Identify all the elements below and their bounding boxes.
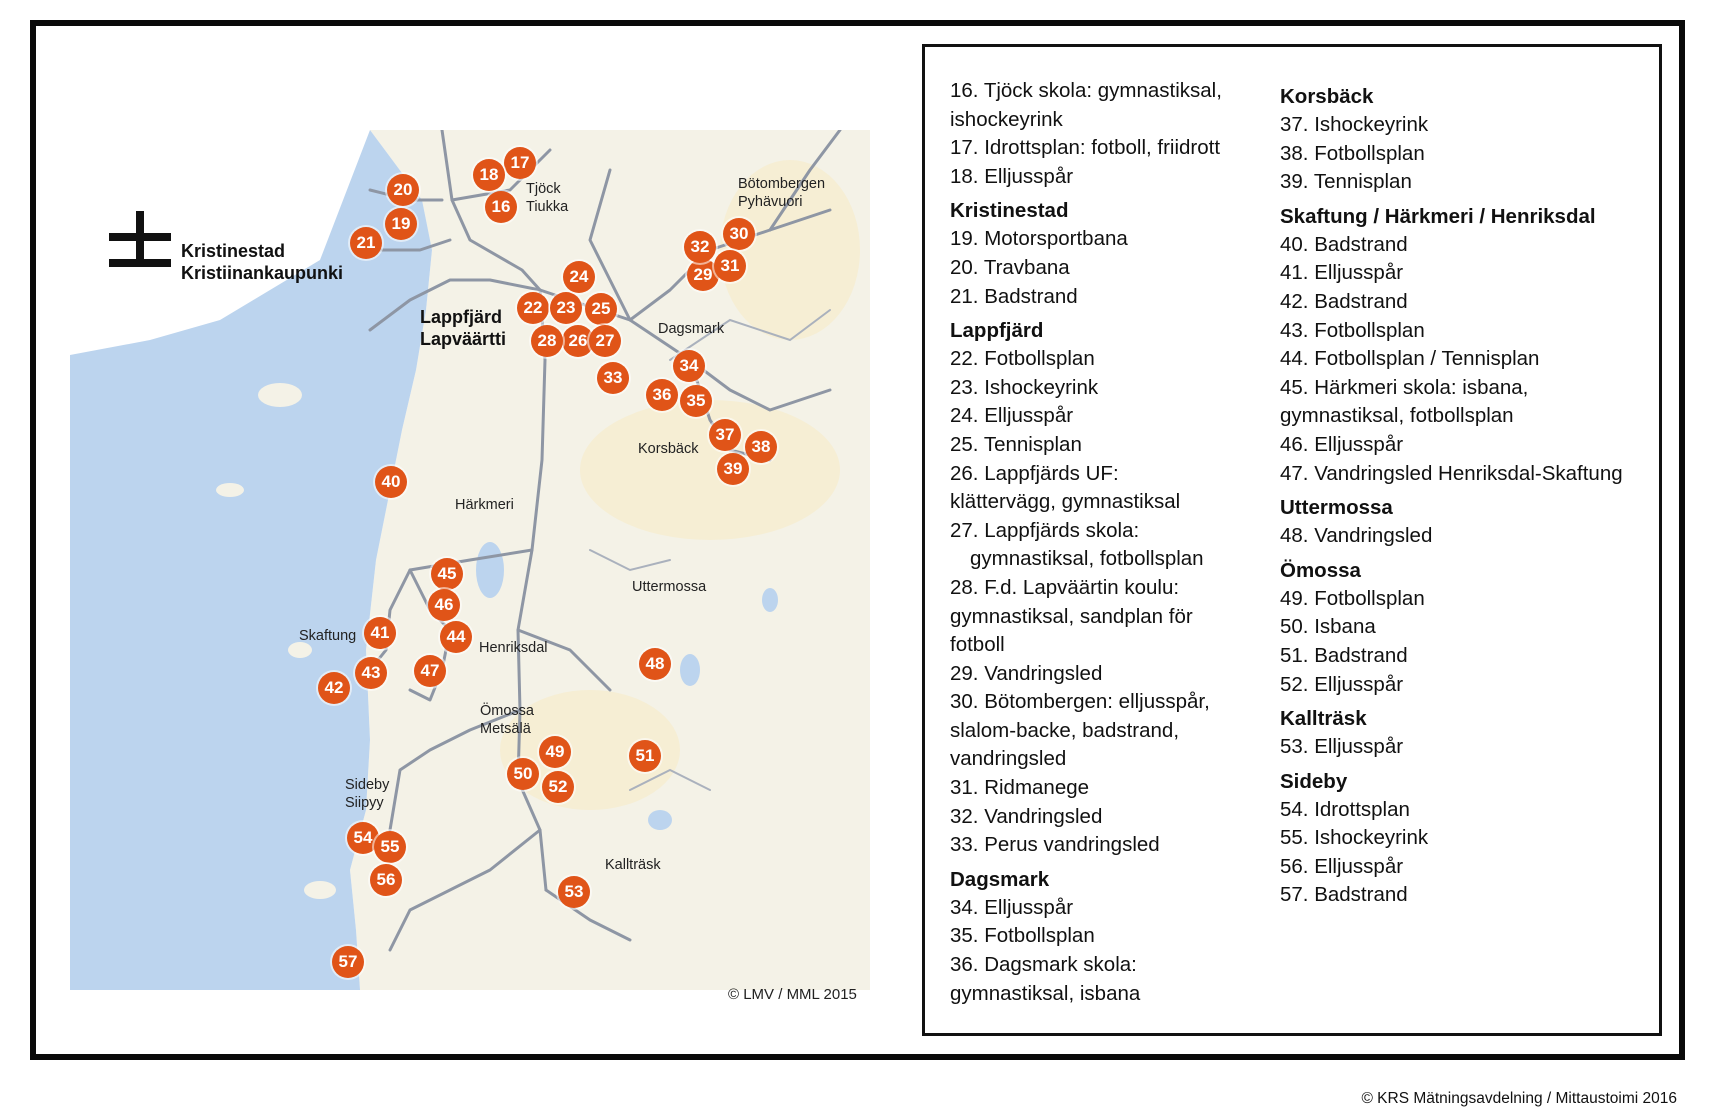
map-marker-46[interactable]: 46 bbox=[428, 589, 460, 621]
place-label-botombergen: Bötombergen Pyhävuori bbox=[738, 176, 826, 210]
legend-item: 48. Vandringsled bbox=[1280, 524, 1433, 548]
legend-section-heading: Kristinestad bbox=[950, 199, 1069, 223]
legend-item: 24. Elljusspår bbox=[950, 404, 1074, 428]
legend-item: 46. Elljusspår bbox=[1280, 432, 1404, 456]
place-label-henriksdal: Henriksdal bbox=[479, 640, 548, 656]
place-label-uttermossa: Uttermossa bbox=[632, 579, 707, 595]
map-marker-41[interactable]: 41 bbox=[364, 617, 396, 649]
legend-section-heading: Sideby bbox=[1280, 769, 1348, 793]
legend-column-right bbox=[1280, 77, 1660, 910]
legend-item: gymnastiksal, sandplan för bbox=[950, 604, 1193, 628]
legend-item: 17. Idrottsplan: fotboll, friidrott bbox=[950, 136, 1221, 160]
legend-item: 50. Isbana bbox=[1280, 615, 1376, 639]
legend-item: gymnastiksal, fotbollsplan bbox=[1280, 404, 1514, 428]
map-marker-34[interactable]: 34 bbox=[673, 350, 705, 382]
map-marker-36[interactable]: 36 bbox=[646, 379, 678, 411]
legend-item: 43. Fotbollsplan bbox=[1280, 318, 1425, 342]
map-marker-19[interactable]: 19 bbox=[385, 208, 417, 240]
map-marker-51[interactable]: 51 bbox=[629, 740, 661, 772]
north-arrow-icon bbox=[109, 211, 171, 295]
map-marker-54[interactable]: 54 bbox=[347, 822, 379, 854]
map-marker-45[interactable]: 45 bbox=[431, 558, 463, 590]
legend-item: 38. Fotbollsplan bbox=[1280, 141, 1425, 165]
map-marker-38[interactable]: 38 bbox=[745, 431, 777, 463]
legend-item: slalom-backe, badstrand, bbox=[950, 718, 1180, 742]
map-marker-39[interactable]: 39 bbox=[717, 453, 749, 485]
legend-panel bbox=[922, 44, 1662, 1036]
map-marker-49[interactable]: 49 bbox=[539, 736, 571, 768]
legend-item: fotboll bbox=[950, 633, 1005, 657]
place-label-dagsmark: Dagsmark bbox=[658, 321, 725, 337]
legend-item: 16. Tjöck skola: gymnastiksal, bbox=[950, 79, 1222, 102]
legend-item: 20. Travbana bbox=[950, 255, 1070, 279]
footer-copyright: © KRS Mätningsavdelning / Mittaustoimi 2016 bbox=[1361, 1090, 1677, 1107]
place-label-korsback: Korsbäck bbox=[638, 441, 699, 457]
map-marker-17[interactable]: 17 bbox=[504, 147, 536, 179]
legend-item: 26. Lappfjärds UF: bbox=[950, 461, 1119, 485]
map-marker-30[interactable]: 30 bbox=[723, 218, 755, 250]
map-marker-28[interactable]: 28 bbox=[531, 325, 563, 357]
legend-item: 22. Fotbollsplan bbox=[950, 347, 1095, 371]
map-marker-18[interactable]: 18 bbox=[473, 159, 505, 191]
map-marker-44[interactable]: 44 bbox=[440, 621, 472, 653]
map-marker-25[interactable]: 25 bbox=[585, 293, 617, 325]
legend-section-heading: Dagsmark bbox=[950, 867, 1050, 891]
map-marker-32[interactable]: 32 bbox=[684, 231, 716, 263]
map-marker-16[interactable]: 16 bbox=[485, 191, 517, 223]
legend-item: 31. Ridmanege bbox=[950, 776, 1090, 800]
map-marker-55[interactable]: 55 bbox=[374, 831, 406, 863]
legend-item: gymnastiksal, fotbollsplan bbox=[970, 547, 1204, 571]
map-title-line1: Kristinestad bbox=[181, 241, 286, 261]
legend-item: 37. Ishockeyrink bbox=[1280, 113, 1429, 136]
legend-item: 42. Badstrand bbox=[1280, 289, 1408, 313]
place-label-skaftung: Skaftung bbox=[299, 628, 357, 644]
place-label-harkmeri: Härkmeri bbox=[455, 497, 514, 513]
legend-item: 41. Elljusspår bbox=[1280, 261, 1404, 285]
legend-item: ishockeyrink bbox=[950, 107, 1063, 131]
legend-item: 18. Elljusspår bbox=[950, 164, 1074, 188]
legend-item: 28. F.d. Lapväärtin koulu: bbox=[950, 575, 1180, 599]
legend-section-heading: Ömossa bbox=[1280, 558, 1361, 582]
legend-item: 23. Ishockeyrink bbox=[950, 375, 1099, 399]
legend-item: 27. Lappfjärds skola: bbox=[950, 518, 1140, 542]
legend-item: 35. Fotbollsplan bbox=[950, 924, 1095, 948]
map-marker-27[interactable]: 27 bbox=[589, 325, 621, 357]
map-marker-37[interactable]: 37 bbox=[709, 419, 741, 451]
map-marker-52[interactable]: 52 bbox=[542, 771, 574, 803]
map-marker-43[interactable]: 43 bbox=[355, 657, 387, 689]
legend-column-left bbox=[950, 77, 1270, 1008]
map-marker-42[interactable]: 42 bbox=[318, 672, 350, 704]
legend-item: vandringsled bbox=[950, 747, 1067, 771]
legend-item: 39. Tennisplan bbox=[1280, 170, 1412, 194]
legend-section-heading: Lappfjärd bbox=[950, 319, 1044, 343]
legend-item: 32. Vandringsled bbox=[950, 804, 1103, 828]
legend-item: 47. Vandringsled Henriksdal-Skaftung bbox=[1280, 461, 1623, 485]
legend-section-heading: Korsbäck bbox=[1280, 85, 1374, 108]
map-marker-23[interactable]: 23 bbox=[550, 292, 582, 324]
map-copyright: © LMV / MML 2015 bbox=[728, 986, 857, 1003]
legend-item: 36. Dagsmark skola: bbox=[950, 953, 1137, 977]
map-marker-31[interactable]: 31 bbox=[714, 250, 746, 282]
legend-item: klättervägg, gymnastiksal bbox=[950, 490, 1181, 514]
legend-item: 29. Vandringsled bbox=[950, 661, 1103, 685]
map-marker-33[interactable]: 33 bbox=[597, 362, 629, 394]
map-marker-50[interactable]: 50 bbox=[507, 758, 539, 790]
map-marker-48[interactable]: 48 bbox=[639, 648, 671, 680]
legend-item: 55. Ishockeyrink bbox=[1280, 826, 1429, 850]
map-title-line2: Kristiinankaupunki bbox=[181, 263, 344, 283]
place-label-omossa: Ömossa Metsälä bbox=[480, 703, 534, 737]
legend-item: 52. Elljusspår bbox=[1280, 672, 1404, 696]
map-marker-21[interactable]: 21 bbox=[350, 227, 382, 259]
map-marker-22[interactable]: 22 bbox=[517, 292, 549, 324]
map-marker-26[interactable]: 26 bbox=[562, 325, 594, 357]
map-marker-40[interactable]: 40 bbox=[375, 466, 407, 498]
legend-section-heading: Uttermossa bbox=[1280, 496, 1393, 520]
legend-item: 57. Badstrand bbox=[1280, 883, 1408, 907]
map-marker-29[interactable]: 29 bbox=[687, 259, 719, 291]
legend-item: 34. Elljusspår bbox=[950, 895, 1074, 919]
legend-section-heading: Kallträsk bbox=[1280, 707, 1367, 731]
map-marker-47[interactable]: 47 bbox=[414, 655, 446, 687]
legend-item: 40. Badstrand bbox=[1280, 232, 1408, 256]
map-marker-57[interactable]: 57 bbox=[332, 946, 364, 978]
legend-section-heading: Skaftung / Härkmeri / Henriksdal bbox=[1280, 204, 1596, 228]
legend-item: 25. Tennisplan bbox=[950, 432, 1082, 456]
place-label-sideby: Sideby Siipyy bbox=[345, 777, 390, 811]
place-label-tjock: Tjöck Tiukka bbox=[526, 181, 569, 215]
map-marker-20[interactable]: 20 bbox=[387, 174, 419, 206]
map-marker-56[interactable]: 56 bbox=[370, 864, 402, 896]
legend-item: 30. Bötombergen: elljusspår, bbox=[950, 690, 1210, 714]
map-marker-53[interactable]: 53 bbox=[558, 876, 590, 908]
legend-item: 44. Fotbollsplan / Tennisplan bbox=[1280, 347, 1540, 371]
legend-item: 45. Härkmeri skola: isbana, bbox=[1280, 375, 1529, 399]
legend-item: 54. Idrottsplan bbox=[1280, 797, 1410, 821]
legend-item: 19. Motorsportbana bbox=[950, 227, 1128, 251]
legend-item: 33. Perus vandringsled bbox=[950, 833, 1160, 857]
map-marker-24[interactable]: 24 bbox=[563, 261, 595, 293]
legend-item: 51. Badstrand bbox=[1280, 643, 1408, 667]
legend-item: 21. Badstrand bbox=[950, 284, 1078, 308]
legend-item: gymnastiksal, isbana bbox=[950, 981, 1141, 1005]
map-marker-35[interactable]: 35 bbox=[680, 385, 712, 417]
legend-item: 49. Fotbollsplan bbox=[1280, 586, 1425, 610]
place-label-kalltrask: Kallträsk bbox=[605, 857, 661, 873]
place-label-lappfjard: Lappfjärd Lapväärtti bbox=[420, 307, 507, 349]
legend-item: 53. Elljusspår bbox=[1280, 735, 1404, 759]
legend-item: 56. Elljusspår bbox=[1280, 854, 1404, 878]
